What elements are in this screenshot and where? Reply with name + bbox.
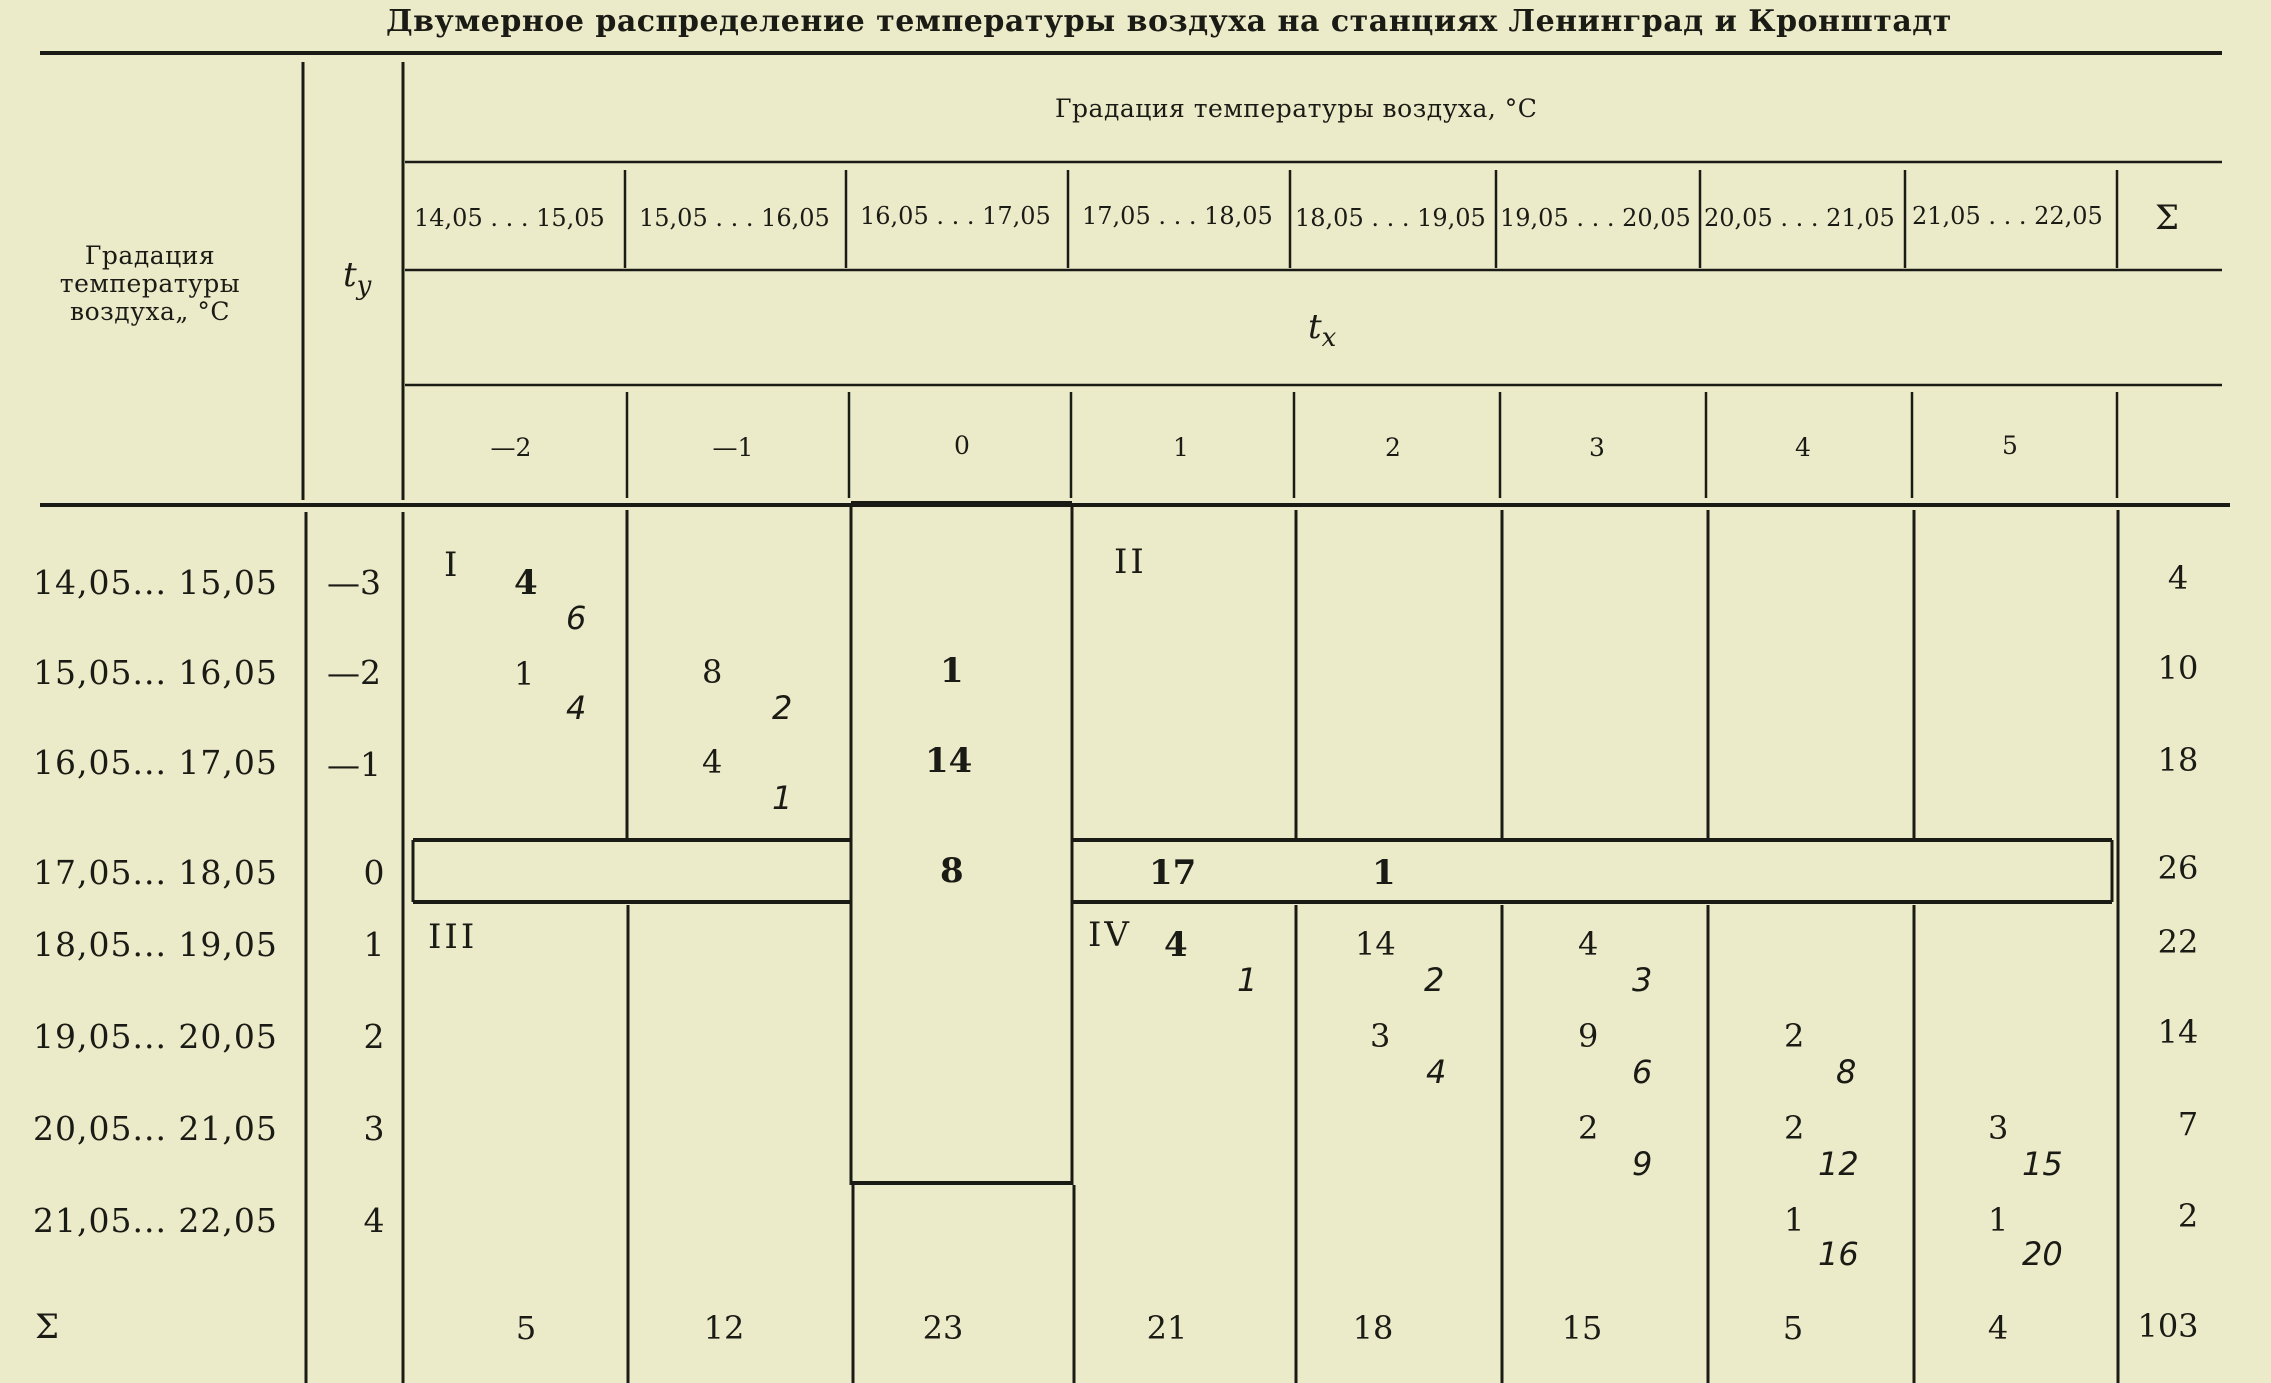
cell-number: 4	[566, 689, 587, 727]
cell-number: 1	[772, 779, 793, 817]
cell-count: 1	[940, 651, 964, 691]
tx-value-5: 2	[1385, 433, 1401, 462]
cell-number: 4	[1426, 1053, 1447, 1091]
ty-value-3: —1	[327, 745, 381, 784]
cell-number: 16	[1818, 1235, 1859, 1273]
col-range-5: 18,05 . . . 19,05	[1295, 204, 1486, 232]
tx-value-8: 5	[2002, 431, 2018, 460]
col-range-1: 14,05 . . . 15,05	[414, 204, 605, 232]
row-sum-3: 18	[2157, 741, 2199, 779]
ty-symbol: $t_y$	[343, 255, 372, 301]
cell-count: 4	[702, 743, 723, 781]
ty-value-2: —2	[327, 653, 381, 692]
row-sum-7: 7	[2177, 1105, 2199, 1143]
ty-value-1: —3	[327, 563, 381, 602]
cell-number: 2	[772, 689, 793, 727]
row-sum-1: 4	[2167, 559, 2189, 597]
left-header-line1: Градация	[84, 241, 216, 270]
cell-count: 8	[702, 653, 723, 691]
left-header-line3: воздуха„ °С	[70, 297, 230, 326]
grand-total: 103	[2137, 1307, 2199, 1345]
col-sum-2: 12	[703, 1309, 745, 1347]
col-range-8: 21,05 . . . 22,05	[1912, 202, 2103, 230]
cell-number: 20	[2022, 1235, 2063, 1273]
row-label-8: 21,05... 22,05	[33, 1201, 278, 1240]
cell-count: 1	[1372, 853, 1396, 893]
header-sigma: Σ	[2155, 198, 2180, 238]
cell-count: 3	[1370, 1017, 1391, 1055]
col-sum-7: 5	[1782, 1309, 1804, 1347]
quadrant-label-2: II	[1114, 542, 1147, 582]
cell-count: 4	[514, 563, 538, 603]
quadrant-label-1: I	[444, 545, 461, 585]
table-title: Двумерное распределение температуры воздуха на станциях Ленинград и Кронштадт	[386, 4, 1952, 39]
footer-sigma: Σ	[35, 1307, 60, 1347]
cell-count: 9	[1578, 1017, 1599, 1055]
col-sum-3: 23	[922, 1309, 964, 1347]
cell-count: 1	[1784, 1201, 1805, 1239]
cell-count: 2	[1784, 1017, 1805, 1055]
row-label-1: 14,05... 15,05	[33, 563, 278, 602]
cell-number: 1	[1237, 961, 1258, 999]
row-label-4: 17,05... 18,05	[33, 853, 278, 892]
col-sum-4: 21	[1146, 1309, 1188, 1347]
cell-count: 4	[1164, 925, 1188, 965]
row-sum-4: 26	[2157, 849, 2199, 887]
cell-number: 9	[1632, 1145, 1653, 1183]
cell-count: 14	[925, 741, 973, 781]
quadrant-label-3: III	[428, 917, 478, 957]
top-header-label: Градация температуры воздуха, °С	[1055, 94, 1538, 123]
cell-number: 6	[566, 599, 587, 637]
quadrant-label-4: IV	[1088, 915, 1132, 955]
row-label-7: 20,05... 21,05	[33, 1109, 278, 1148]
cell-count: 2	[1578, 1109, 1599, 1147]
col-range-6: 19,05 . . . 20,05	[1500, 204, 1691, 232]
col-range-7: 20,05 . . . 21,05	[1704, 204, 1895, 232]
tx-value-1: —2	[490, 433, 532, 462]
col-sum-1: 5	[515, 1309, 537, 1347]
tx-value-3: 0	[954, 431, 970, 460]
row-label-2: 15,05... 16,05	[33, 653, 278, 692]
col-range-2: 15,05 . . . 16,05	[639, 204, 830, 232]
cell-number: 2	[1424, 961, 1445, 999]
col-sum-5: 18	[1352, 1309, 1394, 1347]
cell-number: 3	[1632, 961, 1653, 999]
row-sum-2: 10	[2157, 649, 2199, 687]
ty-value-8: 4	[363, 1201, 385, 1240]
tx-value-7: 4	[1795, 433, 1811, 462]
cell-number: 15	[2022, 1145, 2063, 1183]
col-sum-8: 4	[1987, 1309, 2009, 1347]
col-sum-6: 15	[1561, 1309, 1603, 1347]
row-label-3: 16,05... 17,05	[33, 743, 278, 782]
row-label-5: 18,05... 19,05	[33, 925, 278, 964]
ty-value-4: 0	[363, 853, 385, 892]
tx-value-6: 3	[1589, 433, 1605, 462]
col-range-3: 16,05 . . . 17,05	[860, 202, 1051, 230]
tx-value-4: 1	[1173, 433, 1189, 462]
row-label-6: 19,05... 20,05	[33, 1017, 278, 1056]
ty-value-7: 3	[363, 1109, 385, 1148]
left-header-line2: температуры	[59, 269, 241, 298]
cell-number: 12	[1818, 1145, 1859, 1183]
cell-count: 1	[1988, 1201, 2009, 1239]
row-sum-8: 2	[2177, 1197, 2199, 1235]
cell-count: 8	[940, 851, 964, 891]
ty-value-6: 2	[363, 1017, 385, 1056]
ty-value-5: 1	[363, 925, 385, 964]
cell-count: 17	[1149, 853, 1197, 893]
tx-symbol: $t_x$	[1308, 307, 1337, 353]
cell-number: 6	[1632, 1053, 1653, 1091]
row-sum-6: 14	[2157, 1013, 2199, 1051]
cell-count: 4	[1578, 925, 1599, 963]
cell-count: 1	[514, 655, 535, 693]
row-sum-5: 22	[2157, 923, 2199, 961]
cell-count: 3	[1988, 1109, 2009, 1147]
cell-count: 14	[1355, 925, 1396, 963]
cell-number: 8	[1836, 1053, 1857, 1091]
cell-count: 2	[1784, 1109, 1805, 1147]
col-range-4: 17,05 . . . 18,05	[1082, 202, 1273, 230]
tx-value-2: —1	[712, 433, 754, 462]
